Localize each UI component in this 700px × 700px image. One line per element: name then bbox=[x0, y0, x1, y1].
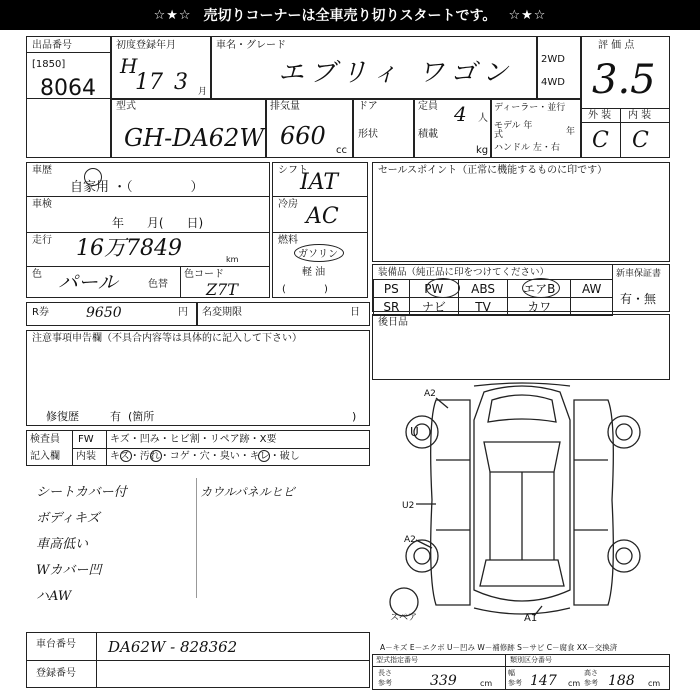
shape-label: 形状 bbox=[358, 129, 378, 140]
airbag-circle-mark bbox=[522, 278, 560, 298]
mileage-label: 走行 bbox=[32, 235, 52, 246]
inspector-interior: 内装 bbox=[76, 451, 96, 462]
exterior-grade: C bbox=[592, 128, 609, 153]
first-reg-month-unit: 月 bbox=[198, 87, 208, 97]
height-ref: 参考 bbox=[584, 679, 598, 687]
length-cm: cm bbox=[480, 679, 493, 688]
sales-point-section bbox=[372, 162, 670, 262]
note-line-2: ボディキズ bbox=[36, 511, 100, 526]
banner-stars-left: ☆★☆ bbox=[153, 7, 192, 23]
shift-label: シフト bbox=[278, 165, 308, 176]
color-label: 色 bbox=[32, 269, 42, 280]
inspector-mark-2 bbox=[150, 450, 162, 462]
lot-number-label: 出品番号 bbox=[32, 40, 72, 51]
car-name-label: 車名・グレード bbox=[216, 40, 286, 51]
first-reg-era: H bbox=[120, 54, 138, 78]
equip-navi: ナビ bbox=[409, 298, 458, 316]
history-circle-mark bbox=[84, 168, 102, 186]
shift-value: IAT bbox=[300, 170, 339, 195]
interior-label: 内 装 bbox=[628, 110, 652, 121]
length-value: 339 bbox=[430, 673, 457, 689]
load-label: 積載 bbox=[418, 129, 438, 140]
after-items-section bbox=[372, 314, 670, 380]
equip-pw: PW bbox=[409, 280, 458, 298]
equipment-table bbox=[373, 279, 613, 316]
fuel-circle-mark bbox=[294, 244, 344, 262]
equip-leather: カワ bbox=[508, 298, 571, 316]
equip-blank bbox=[571, 298, 613, 316]
color-change-label: 色替 bbox=[148, 279, 168, 290]
equipment-label: 装備品（純正品に印をつけてください） bbox=[378, 267, 550, 278]
width-label: 幅 bbox=[508, 669, 515, 677]
inspector-fw: FW bbox=[78, 434, 94, 445]
banner-text: 売切りコーナーは全車売り切りスタートです。 bbox=[203, 8, 497, 24]
score-label: 評 価 点 bbox=[598, 40, 635, 51]
spare-label: スペア bbox=[390, 613, 418, 623]
color-code-value: Z7T bbox=[206, 280, 238, 299]
damage-mark-a2-top: A2 bbox=[424, 389, 436, 399]
recycle-section bbox=[26, 302, 370, 326]
ac-label: 冷房 bbox=[278, 199, 298, 210]
color-code-label: 色コード bbox=[184, 269, 224, 280]
damage-mark-a1: A1 bbox=[524, 613, 538, 624]
dealer-label: ディーラー・並行 bbox=[494, 103, 566, 113]
damage-legend: A－キズ E－エクボ U－凹み W－補修跡 S－サビ C－腐食 XX－交換済 bbox=[380, 643, 618, 652]
note-line-5: ハAW bbox=[36, 589, 72, 604]
drive-2wd: 2WD bbox=[541, 54, 565, 65]
header-banner bbox=[0, 0, 700, 30]
lot-number: 8064 bbox=[40, 76, 96, 101]
equip-tv: TV bbox=[459, 298, 508, 316]
displacement-value: 660 bbox=[280, 122, 326, 150]
inspector-fw-items: キズ・凹み・ヒビ割・リペア跡・X要 bbox=[110, 434, 277, 445]
lot-sub: [1850] bbox=[32, 59, 66, 70]
capacity-value: 4 bbox=[454, 102, 467, 126]
width-ref: 参考 bbox=[508, 679, 522, 687]
equip-aw: AW bbox=[571, 280, 613, 298]
width-cm: cm bbox=[568, 679, 581, 688]
model-designation-label: 型式指定番号 bbox=[376, 656, 418, 664]
pw-circle-mark bbox=[426, 278, 460, 298]
spare-tire bbox=[390, 588, 418, 616]
exterior-label: 外 装 bbox=[588, 110, 612, 121]
height-cm: cm bbox=[648, 679, 661, 688]
inspection-value: 年 月( 日) bbox=[112, 216, 204, 230]
inspection-label: 車検 bbox=[32, 199, 52, 210]
note-line-3: 車高低い bbox=[36, 537, 89, 552]
handle-label: ハンドル 左・右 bbox=[494, 143, 560, 153]
fuel-label: 燃料 bbox=[278, 235, 298, 246]
equip-abs: ABS bbox=[459, 280, 508, 298]
inspector-label: 検査員 bbox=[30, 434, 60, 445]
damage-mark-u-left: U bbox=[410, 425, 419, 439]
damage-mark-a2-bottom: A2 bbox=[404, 535, 416, 545]
warranty-value: 有・無 bbox=[620, 292, 657, 306]
fuel-paren: ( ) bbox=[282, 284, 328, 295]
chassis-value: DA62W - 828362 bbox=[108, 638, 238, 656]
door-label: ドア bbox=[358, 101, 378, 112]
fuel-diesel: 軽 油 bbox=[302, 267, 326, 278]
equip-ps: PS bbox=[374, 280, 410, 298]
equip-sr: SR bbox=[374, 298, 410, 316]
notes-label: 注意事項申告欄（不具合内容等は具体的に記入して下さい） bbox=[32, 333, 302, 344]
chassis-label: 車台番号 bbox=[36, 639, 76, 650]
mileage-value: 16万7849 bbox=[76, 236, 182, 261]
repair-history-close: ) bbox=[352, 410, 357, 423]
after-items-label: 後日品 bbox=[378, 317, 408, 328]
car-front-hood bbox=[488, 395, 556, 422]
width-value: 147 bbox=[530, 673, 557, 689]
cc-unit: cc bbox=[336, 145, 347, 156]
registration-label: 登録番号 bbox=[36, 668, 76, 679]
ac-value: AC bbox=[306, 204, 339, 229]
car-damage-diagram bbox=[374, 380, 670, 630]
recycle-yen: 円 bbox=[178, 307, 188, 318]
banner-stars-right: ☆★☆ bbox=[508, 7, 547, 23]
history-value: 自家用 ・（ ） bbox=[70, 180, 204, 195]
first-reg-month: 3 bbox=[174, 70, 188, 95]
repair-history-value: 有 (箇所 bbox=[110, 410, 155, 423]
note-right-1: カウルパネルヒビ bbox=[200, 485, 295, 499]
fuel-gasoline: ガソリン bbox=[298, 249, 338, 260]
deadline-label: 名変期限 bbox=[202, 307, 242, 318]
history-label: 車歴 bbox=[32, 165, 52, 176]
equip-airbag: エアB bbox=[508, 280, 571, 298]
model-value: GH-DA62W bbox=[124, 124, 264, 152]
damage-mark-u2: U2 bbox=[402, 501, 415, 511]
kg-unit: kg bbox=[476, 145, 489, 156]
repair-history-label: 修復歴 bbox=[46, 410, 79, 423]
capacity-label: 定員 bbox=[418, 101, 438, 112]
note-line-4: Wカバー凹 bbox=[36, 563, 102, 578]
sales-point-label: セールスポイント（正常に機能するものに印です） bbox=[378, 165, 608, 176]
model-year-unit: 年 bbox=[566, 127, 576, 137]
drive-4wd: 4WD bbox=[541, 77, 565, 88]
recycle-label: R券 bbox=[32, 307, 49, 318]
interior-grade: C bbox=[632, 128, 649, 153]
car-rear-window bbox=[480, 560, 564, 586]
first-registration-label: 初度登録年月 bbox=[116, 40, 176, 51]
capacity-unit: 人 bbox=[478, 113, 488, 124]
height-label: 高さ bbox=[584, 669, 598, 677]
recycle-amount: 9650 bbox=[86, 305, 122, 321]
length-ref: 参考 bbox=[378, 679, 392, 687]
car-left-side bbox=[431, 400, 470, 605]
model-label: 型式 bbox=[116, 101, 136, 112]
deadline-unit: 日 bbox=[350, 307, 360, 318]
length-label: 長さ bbox=[378, 669, 392, 677]
inspector-mark-1 bbox=[120, 450, 132, 462]
note-line-1: シートカバー付 bbox=[36, 485, 127, 500]
km-unit: km bbox=[226, 255, 239, 264]
class-number-label: 類別区分番号 bbox=[510, 656, 552, 664]
inspector-mark-3 bbox=[258, 450, 270, 462]
model-year-label: モデル 年式 bbox=[494, 121, 533, 140]
color-value: パール bbox=[58, 270, 118, 294]
inspector-interior-items: キズ・汚れ・コゲ・穴・臭い・キレ・破し bbox=[110, 451, 300, 462]
car-name: エブリィ ワゴン bbox=[278, 58, 515, 88]
inspector-label-2: 記入欄 bbox=[30, 451, 60, 462]
height-value: 188 bbox=[608, 673, 635, 689]
displacement-label: 排気量 bbox=[270, 101, 300, 112]
first-reg-year: 17 bbox=[135, 70, 163, 95]
warranty-label: 新車保証書 bbox=[616, 269, 662, 279]
car-windshield bbox=[484, 442, 560, 472]
score-value: 3.5 bbox=[592, 57, 656, 103]
